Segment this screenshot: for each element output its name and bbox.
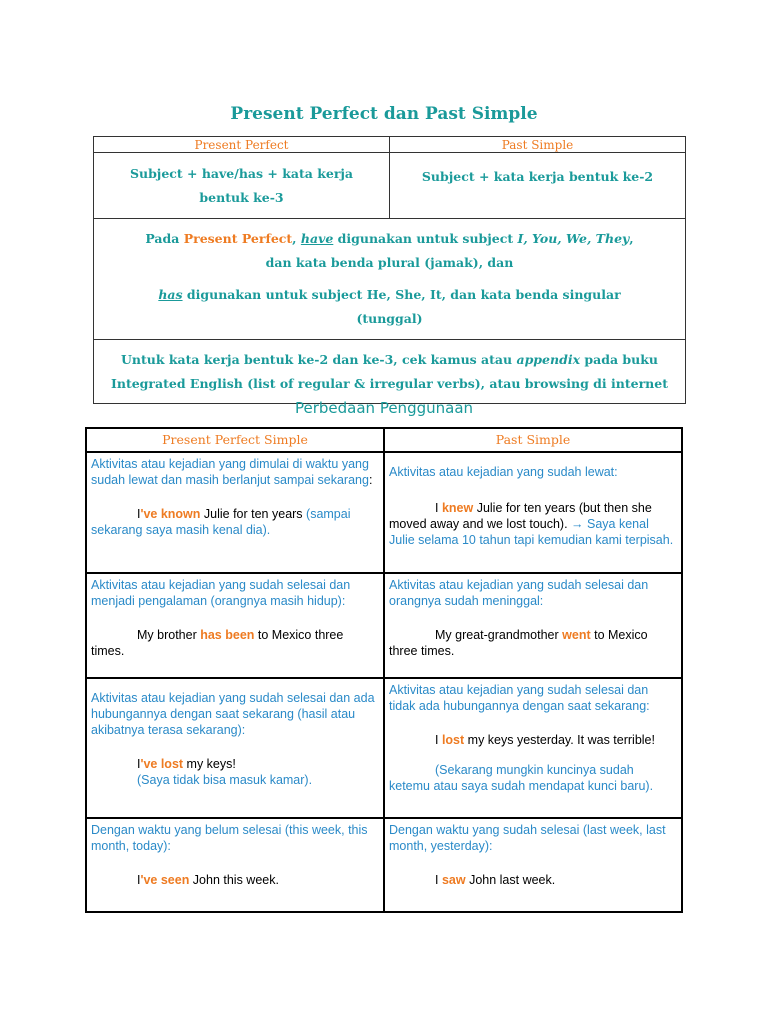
- row4-pp-example: [91, 872, 379, 888]
- note-text: ,: [292, 231, 301, 246]
- example-text: Julie for ten years: [200, 507, 307, 521]
- example-text: to Mexico three times.: [91, 628, 344, 658]
- note-text: digunakan untuk subject: [333, 231, 518, 246]
- subjects-list: I, You, We, They: [517, 231, 630, 246]
- example-text: my keys yesterday. It was terrible!: [464, 733, 655, 747]
- row4-ps-example: [389, 872, 677, 888]
- row2-ps-description: Aktivitas atau kejadian yang sudah selesai dan orangnya sudah meninggal:: [389, 578, 649, 608]
- row4-past-simple: [384, 818, 682, 912]
- verb-highlight: went: [562, 628, 591, 642]
- usage-note: [94, 219, 686, 340]
- example-text: I: [435, 501, 442, 515]
- example-text: My brother: [137, 628, 201, 642]
- note-text: digunakan untuk subject He, She, It, dan kata benda singular (tunggal): [182, 287, 621, 326]
- row3-pp-example: [91, 756, 379, 772]
- example-text: I: [137, 757, 141, 771]
- example-text: I: [435, 733, 442, 747]
- usage-table: [85, 427, 683, 913]
- verb-highlight: knew: [441, 501, 474, 515]
- verb-highlight: has been: [200, 628, 255, 642]
- note-text: , dan kata benda plural (jamak), dan: [265, 231, 634, 270]
- row3-pp-description: Aktivitas atau kejadian yang sudah selesai dan ada hubungannya dengan saat sekarang (hasil atau akibatnya terasa sekarang):: [91, 691, 375, 737]
- row4-ps-description: Dengan waktu yang sudah selesai (last week, last month, yesterday):: [389, 823, 666, 853]
- example-text: John this week.: [189, 873, 279, 887]
- example-text: I: [435, 873, 442, 887]
- example-text: John last week.: [465, 873, 556, 887]
- row3-past-simple: [384, 678, 682, 818]
- note-text: Untuk kata kerja bentuk ke-2 dan ke-3, cek kamus atau: [121, 351, 517, 367]
- row3-ps-description: Aktivitas atau kejadian yang sudah selesai dan tidak ada hubungannya dengan saat sekarang:: [389, 683, 650, 713]
- have-word: have: [300, 231, 334, 246]
- row1-past-simple: [384, 452, 682, 573]
- row1-ps-example: [389, 500, 677, 548]
- desc-text: Aktivitas atau kejadian yang dimulai di waktu yang sudah lewat dan masih berlanjut sampai sekarang: [91, 457, 369, 487]
- row1-pp-example: [91, 506, 379, 538]
- example-text: My great-grandmother: [435, 628, 563, 642]
- example-text: my keys!: [183, 757, 236, 771]
- example-text: I: [137, 873, 141, 887]
- dictionary-note: [94, 340, 686, 404]
- translation-text: (sampai sekarang saya masih kenal dia).: [91, 507, 351, 537]
- header-past-simple: Past Simple: [390, 137, 686, 153]
- has-note: [134, 283, 645, 331]
- row2-past-simple: [384, 573, 682, 678]
- verb-highlight: 've known: [140, 507, 201, 521]
- row1-present-perfect: [86, 452, 384, 573]
- translation-text: → Saya kenal Julie selama 10 tahun tapi kemudian kami terpisah.: [389, 517, 674, 547]
- example-text: to Mexico three times.: [389, 628, 648, 658]
- section-title: Perbedaan Penggunaan: [294, 399, 474, 417]
- desc-colon: :: [368, 473, 373, 487]
- verb-highlight: 've lost: [140, 757, 184, 771]
- note-term: Present Perfect: [183, 231, 293, 246]
- row2-ps-example: [389, 627, 677, 659]
- row4-pp-description: Dengan waktu yang belum selesai (this week, this month, today):: [91, 823, 368, 853]
- header-present-perfect: Present Perfect: [94, 137, 390, 153]
- translation-text: (Saya tidak bisa masuk kamar).: [137, 773, 313, 787]
- appendix-word: appendix: [516, 351, 581, 367]
- row1-ps-description: Aktivitas atau kejadian yang sudah lewat:: [389, 465, 618, 479]
- verb-highlight: saw: [441, 873, 466, 887]
- row2-present-perfect: [86, 573, 384, 678]
- formula-present-perfect: Subject + have/has + kata kerja bentuk ke-3: [94, 153, 390, 219]
- note-text: pada buku Integrated English (list of regular & irregular verbs), atau browsing di internet: [111, 351, 668, 391]
- formula-past-simple: Subject + kata kerja bentuk ke-2: [390, 153, 686, 219]
- row2-pp-example: [91, 627, 379, 659]
- verb-highlight: lost: [441, 733, 465, 747]
- have-note: [134, 227, 645, 275]
- translation-text: (Sekarang mungkin kuncinya sudah ketemu atau saya sudah mendapat kunci baru).: [389, 763, 654, 793]
- page-title: Present Perfect dan Past Simple: [230, 104, 538, 124]
- header-present-perfect-simple: Present Perfect Simple: [86, 428, 384, 452]
- row3-ps-example: [389, 732, 677, 748]
- row2-pp-description: Aktivitas atau kejadian yang sudah selesai dan menjadi pengalaman (orangnya masih hidup):: [91, 578, 351, 608]
- has-word: has: [158, 287, 183, 302]
- example-text: Julie for ten years (but then she moved away and we lost touch).: [389, 501, 652, 531]
- example-text: I: [137, 507, 141, 521]
- row3-present-perfect: [86, 678, 384, 818]
- row4-present-perfect: [86, 818, 384, 912]
- note-text: Pada: [145, 231, 184, 246]
- row1-pp-description: [91, 456, 379, 488]
- formula-table: [93, 136, 686, 404]
- header-past-simple: Past Simple: [384, 428, 682, 452]
- verb-highlight: 've seen: [140, 873, 190, 887]
